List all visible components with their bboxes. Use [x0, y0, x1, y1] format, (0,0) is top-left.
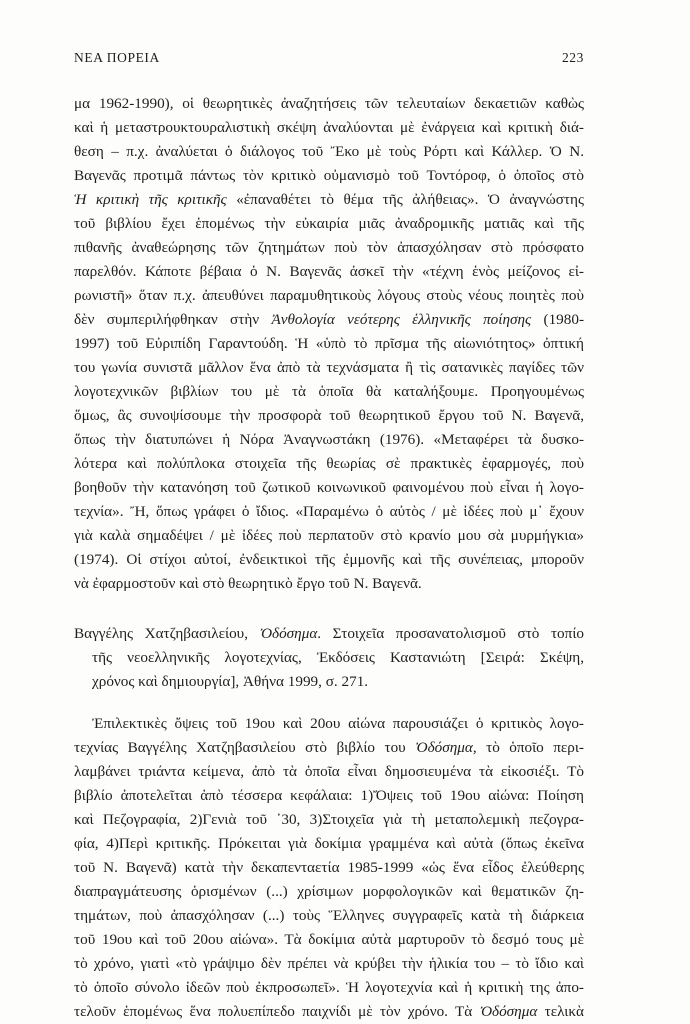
- running-header: [74, 50, 584, 70]
- book-title: Ὀδόσημα: [479, 1003, 538, 1020]
- text-line: λογοτεχνικῶν βιβλίων του μὲ τὰ ὁποῖα θὰ καταλήξουμε. Προηγουμένως: [74, 383, 584, 400]
- text-line: τελοῦν ἑπομένως ἕνα πολυεπίπεδο παιχνίδι μὲ τὸν χρόνο. Τὰ Ὀδόσημα τελικὰ: [74, 1003, 584, 1020]
- text-line: τοῦ βιβλίου ἔχει ἑπομένως τὴν εὐκαιρία μιᾶς ἀναδρομικῆς ματιᾶς καὶ τῆς: [74, 215, 584, 232]
- book-title: Ὀδόσημα: [259, 625, 318, 642]
- text-line: διαπραγμάτευσης ὁρισμένων (...) χρίσιμων μορφολογικῶν καὶ θεματικῶν ζη-: [74, 883, 584, 900]
- text-line: βοηθοῦν τὴν κατανόηση τοῦ ζωτικοῦ κοινωνικοῦ φαινομένου ποὺ εἶναι ἡ λογο-: [74, 479, 584, 496]
- text-line: πιθανῆς ἀναθεώρησης τῶν ζητημάτων ποὺ τὸν ἀπασχόλησαν στὸ πρόσφατο: [74, 239, 584, 256]
- citation-line: χρόνος καὶ δημιουργία], Ἀθήνα 1999, σ. 271.: [92, 673, 369, 690]
- text-line: ὅπως τὴν διατυπώνει ἡ Νόρα Ἀναγνωστάκη (1976). «Μεταφέρει τὰ δυσκο-: [74, 431, 584, 448]
- text-line: τεχνίας Βαγγέλης Χατζηβασιλείου στὸ βιβλίο του Ὀδόσημα, τὸ ὁποῖο περι-: [74, 739, 584, 756]
- book-title: Ἡ κριτικὴ τῆς κριτικῆς: [74, 191, 227, 208]
- text-line: ρωνιστῆ» ὅταν π.χ. ἀπευθύνει παραμυθητικοὺς λόγους στοὺς νέους ποιητὲς ποὺ: [74, 287, 584, 304]
- text-line: λότερα καὶ πολύπλοκα στοιχεῖα τῆς θεωρίας σὲ πρακτικὲς ἐφαρμογές, ποὺ: [74, 455, 584, 472]
- citation-line: Βαγγέλης Χατζηβασιλείου, Ὀδόσημα. Στοιχεῖα προσανατολισμοῦ στὸ τοπίο: [74, 625, 584, 642]
- book-title: Ὀδόσημα: [415, 739, 473, 756]
- text-line: (1974). Οἱ στίχοι αὐτοί, ἐνδεικτικοὶ τῆς ἐμμονῆς καὶ τῆς συνέπειας, μποροῦν: [74, 551, 584, 568]
- text-line: ὅμως, ἂς συνοψίσουμε τὴν προσφορὰ τοῦ θεωρητικοῦ ἔργου τοῦ Ν. Βαγενᾶ,: [74, 407, 584, 424]
- text-line: παρελθόν. Κάποτε βέβαια ὁ Ν. Βαγενᾶς ἀσκεῖ τὴν «τέχνη ἑνὸς μείζονος εἰ-: [74, 263, 584, 280]
- text-line: καὶ ἡ μεταστρουκτουραλιστικὴ σκέψη ἀναλύονται μὲ ἐνάργεια καὶ κριτικὴ διά-: [74, 119, 584, 136]
- text-line: τοῦ Ν. Βαγενᾶ) κατὰ τὴν δεκαπενταετία 1985-1999 «ὡς ἕνα εἶδος ἐλεύθερης: [74, 859, 584, 876]
- journal-title: ΝΕΑ ΠΟΡΕΙΑ: [74, 50, 160, 65]
- text-line: τημάτων, ποὺ ἀπασχόλησαν (...) τοὺς Ἕλληνες συγγραφεῖς κατὰ τὴ διάρκεια: [74, 907, 584, 924]
- text-line: τεχνία». Ἤ, ὅπως γράφει ὁ ἴδιος. «Παραμένω ὁ αὐτὸς / μὲ ἰδέες ποὺ μ᾽ ἔχουν: [74, 503, 584, 520]
- text-line: δὲν συμπεριλήφθηκαν στὴν Ἀνθολογία νεότερης ἑλληνικῆς ποίησης (1980-: [74, 311, 584, 328]
- page-number: 223: [561, 50, 584, 65]
- book-title: Ἀνθολογία νεότερης ἑλληνικῆς ποίησης: [271, 311, 532, 328]
- text-line: θεση – π.χ. ἀναλύεται ὁ διάλογος τοῦ Ἔκο μὲ τοὺς Ρόρτι καὶ Κάλλερ. Ὁ Ν.: [74, 143, 584, 160]
- text-line: φία, 4)Περὶ κριτικῆς. Πρόκειται γιὰ δοκίμια γραμμένα καὶ αὐτὰ (ὅπως ἐκεῖνα: [74, 835, 584, 852]
- text-line: τοῦ 19ου καὶ τοῦ 20ου αἰώνα». Τὰ δοκίμια αὐτὰ μαρτυροῦν τὸ δεσμό τους μὲ: [74, 931, 584, 948]
- text-line: καὶ Πεζογραφία, 2)Γενιὰ τοῦ ᾽30, 3)Στοιχεῖα γιὰ τὴ μεταπολεμικὴ πεζογρα-: [74, 811, 584, 828]
- text-line: Βαγενᾶς προτιμᾶ πάντως τὸν κριτικὸ οὐμανισμὸ τοῦ Τοντόροφ, ὁ ὁποῖος στὸ: [74, 167, 584, 184]
- text-line: 1997) τοῦ Εὐριπίδη Γαραντούδη. Ἡ «ὑπὸ τὸ πρῖσμα τῆς αἰωνιότητος» ὀπτική: [74, 335, 584, 352]
- text-line: νὰ ἐφαρμοστοῦν καὶ στὸ θεωρητικὸ ἔργο τοῦ Ν. Βαγενᾶ.: [74, 575, 422, 592]
- text-line: βιβλίο ἀποτελεῖται ἀπὸ τέσσερα κεφάλαια: 1)Ὄψεις τοῦ 19ου αἰώνα: Ποίηση: [74, 787, 584, 804]
- text-line: τὸ χρόνο, γιατὶ «τὸ γράψιμο δὲν πρέπει νὰ κρύβει τὴν ἡλικία του – τὸ ἴδιο καὶ: [74, 955, 584, 972]
- text-line: γιὰ καλὰ σημαδέψει / μὲ ἰδέες ποὺ περπατοῦν στὸ κρανίο μου σὰ μυρμήγκια»: [74, 527, 584, 544]
- text-line: λαμβάνει τριάντα κείμενα, ἀπὸ τὰ ὁποῖα εἶναι δημοσιευμένα τὰ εἰκοσιέξι. Τὸ: [74, 763, 584, 780]
- citation-line: τῆς νεοελληνικῆς λογοτεχνίας, Ἐκδόσεις Καστανιώτη [Σειρά: Σκέψη,: [92, 649, 584, 666]
- text-line: Ἐπιλεκτικὲς ὄψεις τοῦ 19ου καὶ 20ου αἰώνα παρουσιάζει ὁ κριτικὸς λογο-: [92, 715, 584, 732]
- text-line: μα 1962-1990), οἱ θεωρητικὲς ἀναζητήσεις τῶν τελευταίων δεκαετιῶν καθὼς: [74, 95, 584, 112]
- text-line: του γωνία συνιστᾶ μᾶλλον ἕνα ἀπὸ τὰ τεχνάσματα ἢ τὶς σατανικὲς παγίδες τῶν: [74, 359, 584, 376]
- text-line: Ἡ κριτικὴ τῆς κριτικῆς «ἐπαναθέτει τὸ θέμα τῆς ἀλήθειας». Ὁ ἀναγνώστης: [74, 191, 584, 208]
- text-line: τὸ ὁποῖο σύνολο ἰδεῶν ποὺ ἐκπροσωπεῖ». Ἡ λογοτεχνία καὶ ἡ κριτικὴ της ἀπο-: [74, 979, 584, 996]
